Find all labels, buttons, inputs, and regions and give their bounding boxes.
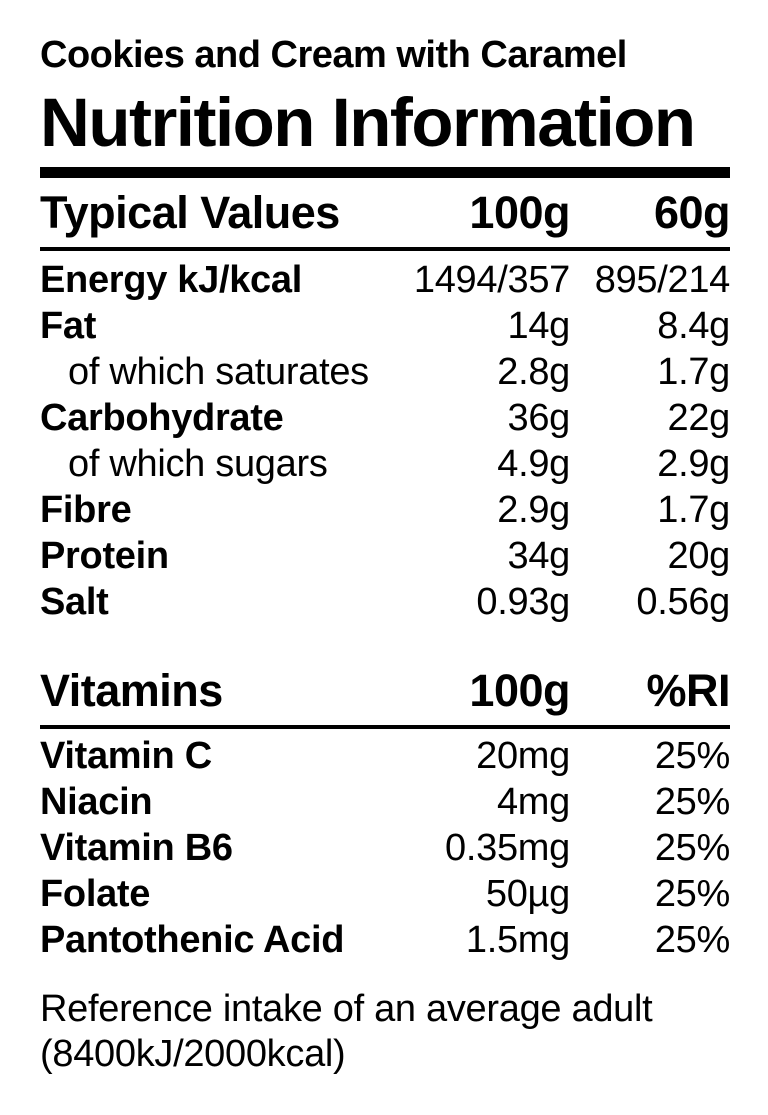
reference-intake-note <box>40 987 730 1077</box>
row-value-100g: 0.93g <box>476 581 570 623</box>
divider-thick <box>40 167 730 178</box>
main-table-header <box>40 178 730 247</box>
row-value-100g: 50µg <box>485 873 570 915</box>
row-label: Niacin <box>40 781 153 823</box>
table-row-folate <box>40 871 730 917</box>
row-label: Vitamin C <box>40 735 212 777</box>
row-value-100g: 1494/357 <box>413 259 570 301</box>
vitamins-table-header <box>40 656 730 725</box>
main-table-header-60g: 60g <box>653 187 730 238</box>
table-row-vitamin-c <box>40 733 730 779</box>
row-value-ri: 25% <box>654 735 730 777</box>
row-value-ri: 25% <box>654 827 730 869</box>
row-value-ri: 25% <box>654 919 730 961</box>
row-value-100g: 14g <box>507 305 570 347</box>
reference-intake-line1: Reference intake of an average adult <box>40 988 653 1030</box>
row-label: of which sugars <box>68 443 328 485</box>
row-value-60g: 1.7g <box>657 489 730 531</box>
row-value-60g: 22g <box>667 397 730 439</box>
row-value-ri: 25% <box>654 781 730 823</box>
row-value-100g: 4mg <box>496 781 570 823</box>
row-value-60g: 0.56g <box>636 581 730 623</box>
table-row-fibre <box>40 487 730 533</box>
row-label: Protein <box>40 535 169 577</box>
row-value-100g: 34g <box>507 535 570 577</box>
vitamins-header-label: Vitamins <box>40 665 223 716</box>
table-row-saturates <box>40 349 730 395</box>
row-value-60g: 895/214 <box>594 259 730 301</box>
row-label: Energy kJ/kcal <box>40 259 302 301</box>
row-value-ri: 25% <box>654 873 730 915</box>
row-value-100g: 36g <box>507 397 570 439</box>
row-label: Pantothenic Acid <box>40 919 345 961</box>
row-label: Fibre <box>40 489 132 531</box>
row-value-60g: 2.9g <box>657 443 730 485</box>
row-label: Folate <box>40 873 151 915</box>
vitamins-table-body <box>40 729 730 963</box>
row-value-100g: 0.35mg <box>445 827 570 869</box>
nutrition-label <box>0 33 768 1115</box>
table-row-sugars <box>40 441 730 487</box>
reference-intake-line2: (8400kJ/2000kcal) <box>40 1033 346 1075</box>
product-name: Cookies and Cream with Caramel <box>40 34 627 76</box>
main-table-body <box>40 251 730 625</box>
row-value-100g: 2.9g <box>497 489 570 531</box>
row-label: Carbohydrate <box>40 397 284 439</box>
table-row-pantothenic-acid <box>40 917 730 963</box>
table-row-fat <box>40 303 730 349</box>
table-row-carbohydrate <box>40 395 730 441</box>
table-row-energy <box>40 257 730 303</box>
vitamins-header-ri: %RI <box>646 665 730 716</box>
row-value-100g: 4.9g <box>497 443 570 485</box>
row-label: of which saturates <box>68 351 369 393</box>
main-table-header-label: Typical Values <box>40 187 340 238</box>
row-value-100g: 20mg <box>476 735 570 777</box>
row-label: Salt <box>40 581 109 623</box>
table-row-protein <box>40 533 730 579</box>
vitamins-header-100g: 100g <box>469 665 570 716</box>
table-row-niacin <box>40 779 730 825</box>
table-row-vitamin-b6 <box>40 825 730 871</box>
row-value-60g: 20g <box>667 535 730 577</box>
row-label: Vitamin B6 <box>40 827 233 869</box>
main-table-header-100g: 100g <box>469 187 570 238</box>
row-value-100g: 2.8g <box>497 351 570 393</box>
row-label: Fat <box>40 305 97 347</box>
page-title: Nutrition Information <box>40 84 695 161</box>
row-value-60g: 1.7g <box>657 351 730 393</box>
row-value-100g: 1.5mg <box>465 919 570 961</box>
table-row-salt <box>40 579 730 625</box>
row-value-60g: 8.4g <box>657 305 730 347</box>
